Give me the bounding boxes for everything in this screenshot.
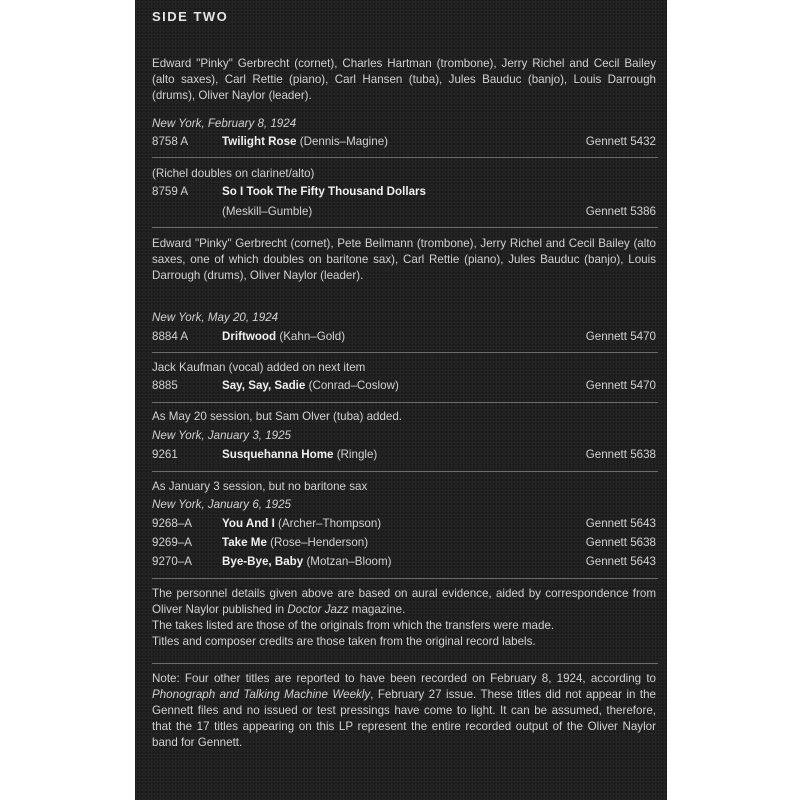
notes-text: The takes listed are those of the originals from which the transfers were made. (152, 619, 555, 632)
record-label: Gennett 5643 (585, 517, 656, 530)
record-label: Gennett 5643 (585, 555, 656, 568)
composer-credit: (Dennis–Magine) (299, 135, 389, 148)
session-location: New York, January 6, 1925 (152, 498, 291, 511)
composer-credit: (Conrad–Coslow) (308, 379, 399, 392)
publication-name: Phonograph and Talking Machine Weekly (152, 688, 371, 701)
matrix-number: 9268–A (152, 517, 192, 530)
track-title: Susquehanna Home (222, 448, 334, 461)
track-row (152, 554, 656, 570)
note-text: Note: Four other titles are reported to have been recorded on February 8, 1924, according to (152, 672, 656, 685)
matrix-number: 8758 A (152, 135, 189, 148)
session-note: Jack Kaufman (vocal) added on next item (152, 361, 366, 374)
track-row (152, 535, 656, 551)
session-location: New York, February 8, 1924 (152, 117, 297, 130)
session-note: (Richel doubles on clarinet/alto) (152, 167, 315, 180)
track-title: Take Me (222, 536, 267, 549)
track-row-continued (152, 204, 656, 220)
track-row (152, 516, 656, 532)
track-row (152, 447, 656, 463)
side-heading: SIDE TWO (152, 9, 229, 24)
divider (152, 663, 658, 664)
composer-credit: (Rose–Henderson) (270, 536, 369, 549)
record-label: Gennett 5470 (585, 379, 656, 392)
matrix-number: 9261 (152, 448, 178, 461)
track-entry (222, 554, 392, 570)
composer-credit: (Ringle) (336, 448, 378, 461)
track-title: Driftwood (222, 330, 277, 343)
note-paragraph (152, 671, 656, 751)
notes-paragraph (152, 586, 656, 650)
notes-text: The personnel details given above are based on aural evidence, aided by correspondence from Oliver Naylor published in (152, 587, 656, 616)
track-row (152, 134, 656, 150)
track-title: Twilight Rose (222, 135, 297, 148)
personnel-paragraph: Edward "Pinky" Gerbrecht (cornet), Charles Hartman (trombone), Jerry Richel and Cecil Bailey (alto saxes), Carl Rettie (piano), Carl Hansen (tuba), Jules Bauduc (banjo), Louis Darrough (drums), Oliver Naylor (leader). (152, 57, 656, 102)
record-label: Gennett 5638 (585, 536, 656, 549)
record-label: Gennett 5638 (585, 448, 656, 461)
divider (152, 471, 658, 472)
divider (152, 227, 658, 228)
track-entry (222, 447, 377, 463)
session-note: As January 3 session, but no baritone sax (152, 480, 368, 493)
matrix-number: 8885 (152, 379, 178, 392)
divider (152, 402, 658, 403)
track-entry (222, 535, 368, 551)
track-row (152, 329, 656, 345)
track-entry (222, 516, 381, 532)
magazine-name: Doctor Jazz (287, 603, 349, 616)
record-label: Gennett 5386 (585, 205, 656, 218)
session-note: As May 20 session, but Sam Olver (tuba) added. (152, 410, 403, 423)
track-title: Say, Say, Sadie (222, 379, 306, 392)
track-title: You And I (222, 517, 275, 530)
divider (152, 578, 658, 579)
personnel-paragraph: Edward "Pinky" Gerbrecht (cornet), Pete Beilmann (trombone), Jerry Richel and Cecil Bailey (alto saxes, one of which doubles on baritone sax), Carl Rettie (piano), Jules Bauduc (banjo), Louis Darrough (drums), Oliver Naylor (leader). (152, 237, 656, 282)
track-title: So I Took The Fifty Thousand Dollars (222, 185, 426, 198)
record-label: Gennett 5432 (585, 135, 656, 148)
track-title-wrap (222, 184, 426, 200)
track-row (152, 184, 656, 200)
notes-text: Titles and composer credits are those taken from the original record labels. (152, 635, 536, 648)
session-location: New York, January 3, 1925 (152, 429, 291, 442)
track-entry (222, 329, 345, 345)
track-title: Bye-Bye, Baby (222, 555, 304, 568)
track-entry (222, 378, 399, 394)
divider (152, 157, 658, 158)
matrix-number: 8884 A (152, 330, 189, 343)
track-entry (222, 134, 388, 150)
notes-text: magazine. (351, 603, 406, 616)
record-label: Gennett 5470 (585, 330, 656, 343)
liner-notes-panel (135, 0, 667, 800)
track-row (152, 378, 656, 394)
composer-credit: (Archer–Thompson) (278, 517, 382, 530)
composer-credit: (Motzan–Bloom) (306, 555, 392, 568)
divider (152, 352, 658, 353)
matrix-number: 9269–A (152, 536, 192, 549)
composer-credit: (Kahn–Gold) (279, 330, 346, 343)
composer-credit: (Meskill–Gumble) (222, 205, 313, 218)
matrix-number: 8759 A (152, 185, 189, 198)
matrix-number: 9270–A (152, 555, 192, 568)
note-text: , February 27 issue. These titles did not appear in the Gennett files and no issued or test pressings have come to light. It can be assumed, therefore, that the 17 titles appearing on this LP represent the entire recorded output of the Oliver Naylor band for Gennett. (152, 688, 656, 749)
session-location: New York, May 20, 1924 (152, 311, 279, 324)
